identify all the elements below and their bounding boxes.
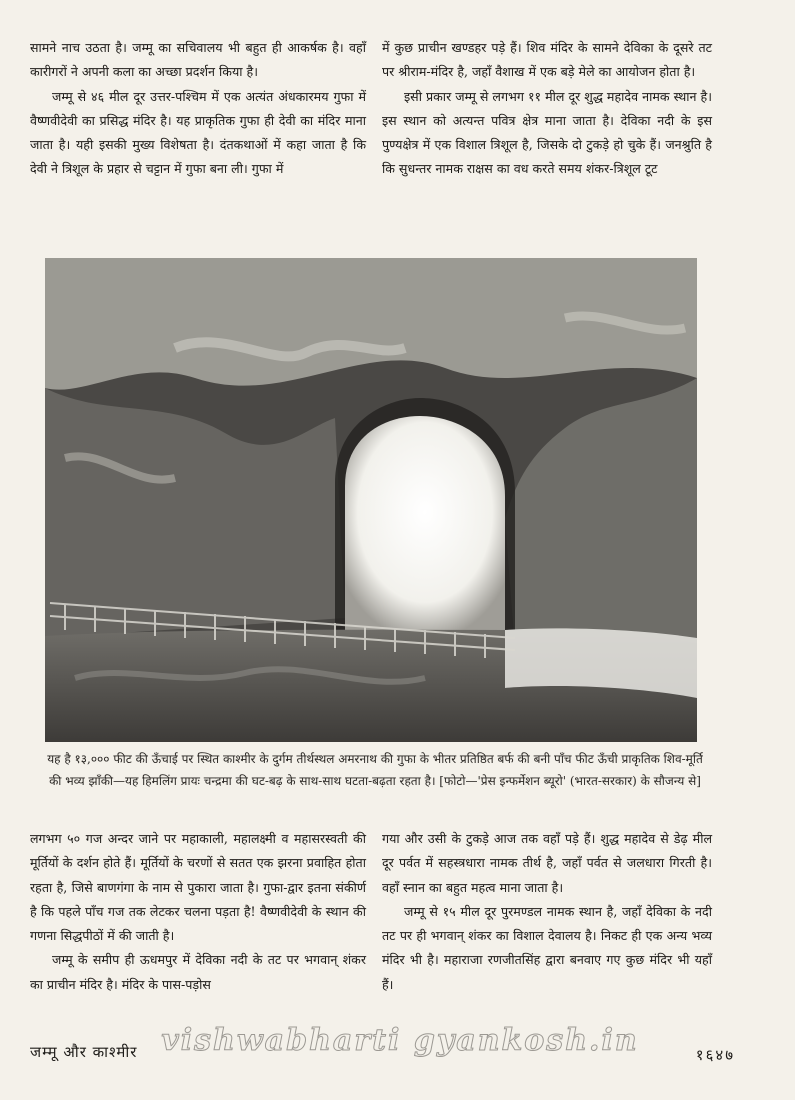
paragraph: जम्मू से १५ मील दूर पुरमण्डल नामक स्थान है, जहाँ देविका के नदी तट पर ही भगवान् शंकर का विशाल देवालय है। निकट ही एक अन्य भव्य मंदिर भी है। महाराजा रणजीतसिंह द्वारा बनवाए गए कुछ मंदिर भी यहाँ हैं।	[382, 903, 712, 992]
column-bottom-left	[30, 827, 366, 997]
watermark: vishwabharti gyankosh.in	[161, 1023, 639, 1058]
amarnath-cave-photo	[45, 258, 697, 742]
cave-illustration	[45, 258, 697, 742]
paragraph: जम्मू के समीप ही ऊधमपुर में देविका नदी के तट पर भगवान् शंकर का प्राचीन मंदिर है। मंदिर के पास-पड़ोस	[30, 952, 366, 992]
footer-section-title: जम्मू और काश्मीर	[30, 1043, 138, 1061]
page-number: १६४७	[695, 1046, 735, 1064]
paragraph: इसी प्रकार जम्मू से लगभग ११ मील दूर शुद्ध महादेव नामक स्थान है। इस स्थान को अत्यन्त पवित्र क्षेत्र माना जाता है। देविका नदी के इस पुण्यक्षेत्र में एक विशाल त्रिशूल है, जिसके दो टुकड़े हो चुके हैं। जनश्रुति है कि सुधन्तर नामक राक्षस का वध करते समय शंकर-त्रिशूल टूट	[382, 88, 712, 177]
column-top-right	[382, 36, 712, 182]
column-bottom-right	[382, 827, 712, 997]
photo-caption: यह है १३,००० फीट की ऊँचाई पर स्थित काश्मीर के दुर्गम तीर्थस्थल अमरनाथ की गुफा के भीतर प्रतिष्ठित बर्फ की बनी पाँच फीट ऊँची प्राकृतिक शिव-मूर्ति की भव्य झाँकी—यह हिमलिंग प्रायः चन्द्रमा की घट-बढ़ के साथ-साथ घटता-बढ़ता रहता है। [फोटो—'प्रेस इन्फर्मेशन ब्यूरो' (भारत-सरकार) के सौजन्य से]	[47, 752, 703, 788]
paragraph: लगभग ५० गज अन्दर जाने पर महाकाली, महालक्ष्मी व महासरस्वती की मूर्तियों के दर्शन होते हैं। मूर्तियों के चरणों से सतत एक झरना प्रवाहित होता रहता है, जिसे बाणगंगा के नाम से पुकारा जाता है। गुफा-द्वार इतना संकीर्ण है कि पहले पाँच गज तक लेटकर चलना पड़ता है! वैष्णवीदेवी के स्थान की गणना सिद्धपीठों में की जाती है।	[30, 831, 366, 944]
paragraph: सामने नाच उठता है। जम्मू का सचिवालय भी बहुत ही आकर्षक है। वहाँ कारीगरों ने अपनी कला का अच्छा प्रदर्शन किया है।	[30, 40, 366, 80]
paragraph: जम्मू से ४६ मील दूर उत्तर-पश्चिम में एक अत्यंत अंधकारमय गुफा में वैष्णवीदेवी का प्रसिद्ध मंदिर है। यह प्राकृतिक गुफा ही देवी का मंदिर माना जाता है। यही इसकी मुख्य विशेषता है। दंतकथाओं में कहा जाता है कि देवी ने त्रिशूल के प्रहार से चट्टान में गुफा बना ली। गुफा में	[30, 88, 366, 177]
paragraph: गया और उसी के टुकड़े आज तक वहाँ पड़े हैं। शुद्ध महादेव से डेढ़ मील दूर पर्वत में सहस्त्रधारा नामक तीर्थ है, जहाँ पर्वत से जलधारा गिरती है। वहाँ स्नान का बहुत महत्व माना जाता है।	[382, 831, 712, 895]
paragraph: में कुछ प्राचीन खण्डहर पड़े हैं। शिव मंदिर के सामने देविका के दूसरे तट पर श्रीराम-मंदिर है, जहाँ वैशाख में एक बड़े मेले का आयोजन होता है।	[382, 40, 712, 80]
column-top-left	[30, 36, 366, 182]
